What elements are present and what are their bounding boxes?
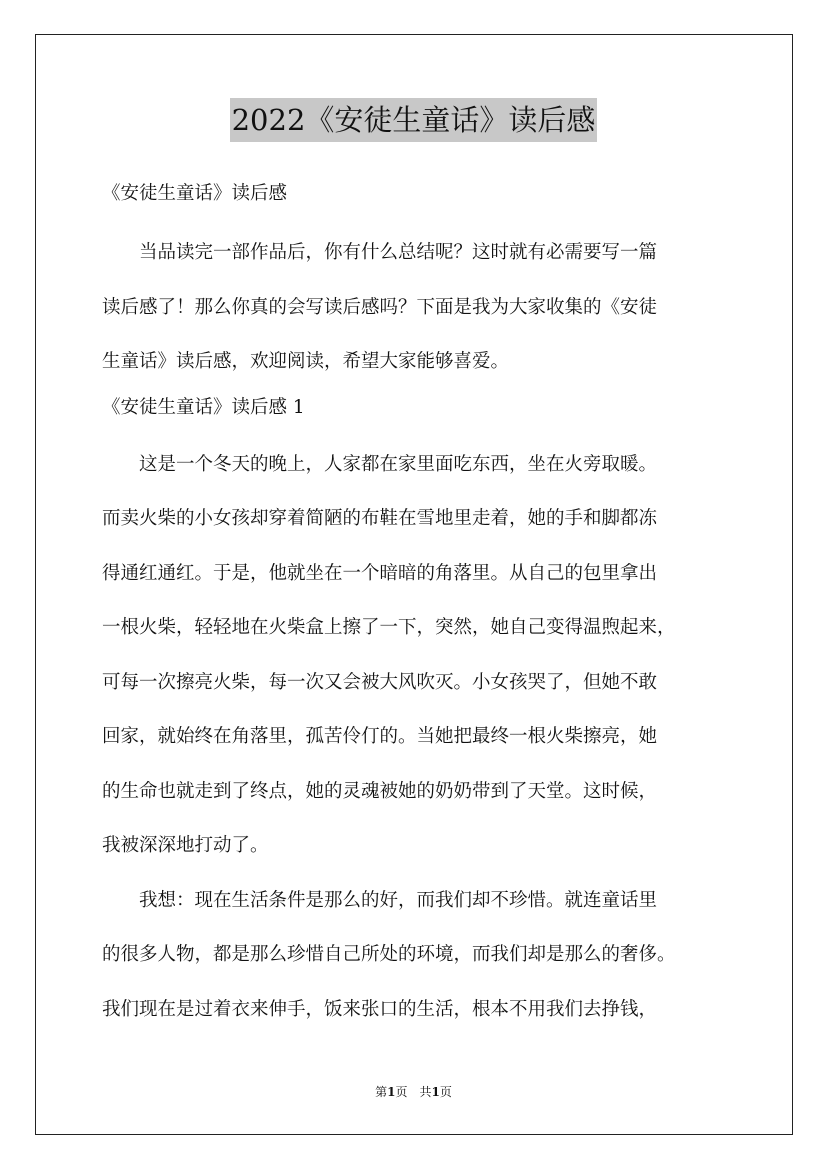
reflection-paragraph (102, 874, 742, 1038)
story-line: 这是一个冬天的晚上，人家都在家里面吃东西，坐在火旁取暖。 (139, 453, 658, 475)
story-line: 可每一次擦亮火柴，每一次又会被大风吹灭。小女孩哭了，但她不敢 (102, 671, 658, 693)
section-heading: 《安徒生童话》读后感 1 (102, 396, 305, 418)
reflection-line: 我们现在是过着衣来伸手，饭来张口的生活，根本不用我们去挣钱， (102, 998, 658, 1020)
intro-paragraph (102, 226, 742, 390)
story-paragraph (102, 438, 742, 874)
reflection-line: 我想：现在生活条件是那么的好，而我们却不珍惜。就连童话里 (139, 889, 658, 911)
reflection-line: 的很多人物，都是那么珍惜自己所处的环境，而我们却是那么的奢侈。 (102, 944, 676, 965)
footer-suffix: 页 (439, 1085, 452, 1099)
story-line: 得通红通红。于是，他就坐在一个暗暗的角落里。从自己的包里拿出 (102, 562, 658, 584)
document-body (102, 176, 742, 1037)
intro-line: 当品读完一部作品后，你有什么总结呢？这时就有必需要写一篇 (139, 242, 658, 263)
footer-page-current: 1 (387, 1085, 396, 1099)
footer-mid: 页 共 (395, 1085, 432, 1099)
footer-page-total: 1 (431, 1085, 440, 1099)
footer-prefix: 第 (375, 1085, 388, 1099)
story-line: 回家，就始终在角落里，孤苦伶仃的。当她把最终一根火柴擦亮，她 (102, 726, 658, 747)
subtitle: 《安徒生童话》读后感 (102, 183, 288, 204)
title-container (0, 98, 827, 142)
story-line: 的生命也就走到了终点，她的灵魂被她的奶奶带到了天堂。这时候， (102, 780, 658, 802)
story-line: 我被深深地打动了。 (102, 835, 269, 856)
story-line: 而卖火柴的小女孩却穿着简陋的布鞋在雪地里走着，她的手和脚都冻 (102, 508, 658, 529)
page-footer (0, 1083, 827, 1100)
document-title: 2022《安徒生童话》读后感 (230, 98, 598, 142)
story-line: 一根火柴，轻轻地在火柴盒上擦了一下，突然，她自己变得温煦起来， (102, 617, 676, 638)
intro-line: 读后感了！那么你真的会写读后感吗？下面是我为大家收集的《安徒 (102, 296, 658, 318)
intro-line: 生童话》读后感，欢迎阅读，希望大家能够喜爱。 (102, 351, 510, 372)
